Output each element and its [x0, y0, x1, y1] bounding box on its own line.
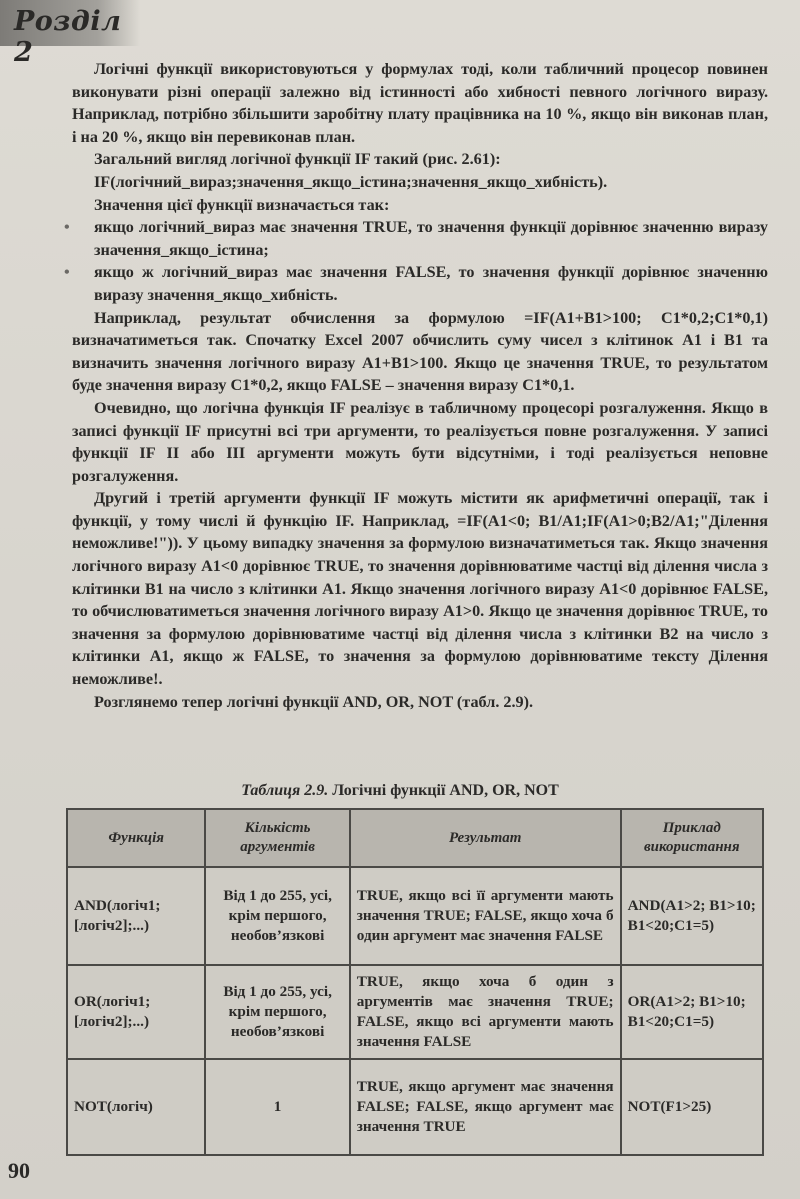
header-function: Функція — [67, 809, 205, 867]
paragraph-table-ref: Розглянемо тепер логічні функції AND, OR, NOT (табл. 2.9). — [94, 692, 534, 711]
paragraph-nested-if: Другий і третій аргументи функції IF можуть містити як арифметичні операції, так і функції, у тому числі й функцію IF. Наприклад, =IF(A1<0; B1/A1;IF(A1>0;B2/A1;"Ділення неможливе!")). У цьому випадку значення за формулою визначатиметься так. Якщо значення логічного виразу A1<0 дорівнює TRUE, то значення дорівнюватиме частці від ділення числа з клітинки B1 на число з клітинки A1. Якщо значення логічного виразу A1<0 дорівнює FALSE, то обчислюватиметься значення логічного виразу A1>0. Якщо це значення дорівнює TRUE, то значення за формулою дорівнюватиме частці від ділення числа з клітинки B2 на число з клітинки A1, якщо ж FALSE, то значення за формулою дорівнюватиме тексту Ділення неможливе!. — [72, 489, 768, 689]
header-example: Приклад використання — [621, 809, 763, 867]
cell-example: NOT(F1>25) — [621, 1059, 763, 1155]
paragraph-branching: Очевидно, що логічна функція IF реалізує в табличному процесорі розгалуження. Якщо в записі функції IF присутні всі три аргументи, то реалізується повне розгалуження. У записі функції IF II або III аргументи можуть бути відсутніми, і тоді реалізується неповне розгалуження. — [72, 398, 768, 485]
cell-arg-count: 1 — [205, 1059, 349, 1155]
cell-result: TRUE, якщо всі її аргументи мають значення TRUE; FALSE, якщо хоча б один аргумент має значення FALSE — [350, 867, 621, 965]
table-header-row — [67, 809, 763, 867]
cell-example: OR(A1>2; B1>10; B1<20;C1=5) — [621, 965, 763, 1059]
table-caption-title: Логічні функції AND, OR, NOT — [332, 782, 559, 799]
cell-result: TRUE, якщо аргумент має значення FALSE; FALSE, якщо аргумент має значення TRUE — [350, 1059, 621, 1155]
if-syntax: IF(логічний_вираз;значення_якщо_істина;значення_якщо_хибність). — [94, 172, 608, 191]
cell-result: TRUE, якщо хоча б один з аргументів має значення TRUE; FALSE, якщо всі аргументи мають значення FALSE — [350, 965, 621, 1059]
section-header-band — [0, 0, 140, 68]
section-title: Розділ 2 — [14, 6, 122, 68]
table-row — [67, 867, 763, 965]
cell-arg-count: Від 1 до 255, усі, крім першого, необов’язкові — [205, 965, 349, 1059]
cell-arg-count: Від 1 до 255, усі, крім першого, необов’язкові — [205, 867, 349, 965]
header-result: Результат — [350, 809, 621, 867]
table-caption — [0, 782, 800, 800]
logic-functions-table — [66, 808, 764, 1156]
cell-example: AND(A1>2; B1>10; B1<20;C1=5) — [621, 867, 763, 965]
paragraph-if-general: Загальний вигляд логічної функції IF такий (рис. 2.61): — [94, 150, 501, 169]
header-arg-count: Кількість аргументів — [205, 809, 349, 867]
page-number: 90 — [8, 1158, 30, 1183]
bullet-true: • якщо логічний_вираз має значення TRUE, то значення функції дорівнює значенню виразу значення_якщо_істина; — [72, 216, 768, 261]
table-row — [67, 1059, 763, 1155]
body-text — [72, 58, 768, 713]
table-caption-label: Таблиця 2.9. — [241, 782, 329, 799]
cell-function: NOT(логіч) — [67, 1059, 205, 1155]
table-row — [67, 965, 763, 1059]
cell-function: OR(логіч1; [логіч2];...) — [67, 965, 205, 1059]
paragraph-intro: Логічні функції використовуються у формулах тоді, коли табличний процесор повинен виконувати різні операції залежно від істинності або хибності певного логічного виразу. Наприклад, потрібно збільшити заробітну плату працівника на 10 %, якщо він виконав план, і на 20 %, якщо він перевиконав план. — [72, 60, 768, 146]
bullet-false: • якщо ж логічний_вираз має значення FALSE, то значення функції дорівнює значенню виразу значення_якщо_хибність. — [72, 261, 768, 306]
paragraph-value-rule: Значення цієї функції визначається так: — [94, 195, 390, 214]
paragraph-example: Наприклад, результат обчислення за формулою =IF(A1+B1>100; C1*0,2;C1*0,1) визначатиметься так. Спочатку Excel 2007 обчислить суму чисел з клітинок A1 і B1 та визначить значення логічного виразу A1+B1>100. Якщо це значення TRUE, то результатом буде значення виразу C1*0,2, якщо FALSE – значення виразу C1*0,1. — [72, 308, 768, 395]
cell-function: AND(логіч1; [логіч2];...) — [67, 867, 205, 965]
